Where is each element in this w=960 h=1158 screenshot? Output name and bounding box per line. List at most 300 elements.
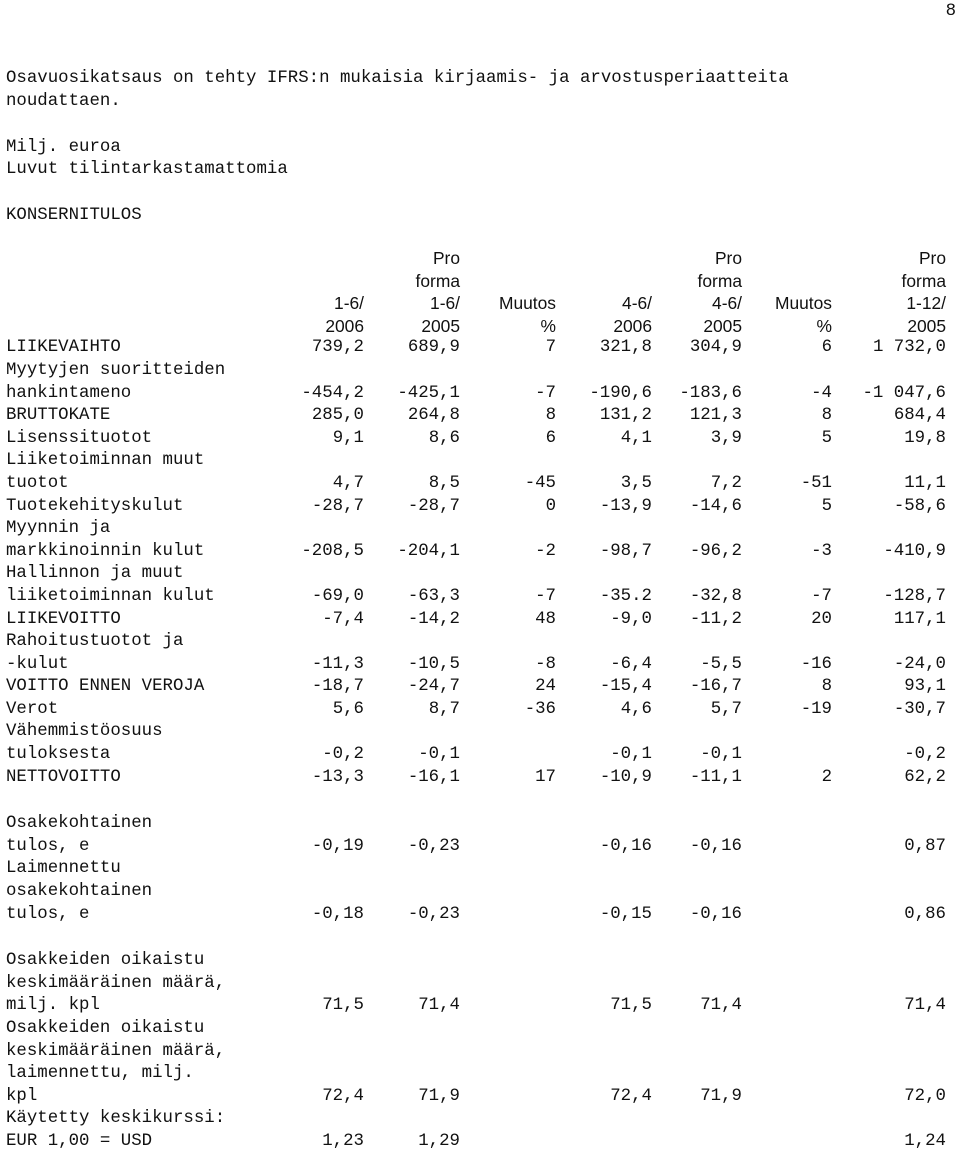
value-cell: 71,4 — [904, 996, 946, 1016]
value-cell — [742, 563, 832, 586]
value-cell: 117,1 — [893, 609, 946, 629]
value-cell: -35.2 — [599, 586, 652, 606]
row-label: liiketoiminnan kulut — [6, 586, 215, 606]
value-cell: 71,4 — [418, 996, 460, 1016]
intro-text-line-2: noudattaen. — [6, 92, 121, 111]
value-cell — [742, 904, 832, 927]
value-cell — [832, 1018, 946, 1041]
column-header-cell: % — [816, 315, 832, 336]
value-cell — [556, 973, 652, 996]
value-cell: -208,5 — [301, 541, 364, 561]
value-cell: 4,1 — [620, 428, 652, 448]
value-cell: 264,8 — [407, 406, 460, 426]
header-row — [4, 247, 946, 270]
value-cell — [268, 631, 364, 654]
row-label: LIIKEVAIHTO — [6, 338, 121, 358]
audit-note: Luvut tilintarkastamattomia — [6, 160, 288, 179]
value-cell — [268, 813, 364, 836]
value-cell: -7 — [535, 383, 556, 403]
column-header-cell: 1-6/ — [334, 293, 364, 314]
row-label — [4, 926, 268, 950]
value-cell: 20 — [811, 609, 832, 629]
value-cell: 285,0 — [311, 406, 364, 426]
value-cell: -13,3 — [311, 767, 364, 787]
value-cell — [652, 789, 742, 813]
value-cell — [460, 1063, 556, 1086]
value-cell: 1,29 — [418, 1131, 460, 1151]
value-cell — [268, 926, 364, 950]
value-cell: 0 — [545, 496, 556, 516]
table-row — [4, 473, 946, 496]
header-row — [4, 270, 946, 293]
row-label: Laimennettu — [6, 859, 121, 879]
value-cell: -410,9 — [883, 541, 946, 561]
value-cell: 11,1 — [904, 473, 946, 493]
value-cell — [742, 1131, 832, 1154]
value-cell: -45 — [524, 473, 556, 493]
value-cell — [268, 1063, 364, 1086]
value-cell: -98,7 — [599, 541, 652, 561]
value-cell — [742, 950, 832, 973]
value-cell — [364, 1018, 460, 1041]
column-header-cell — [460, 270, 556, 293]
value-cell: -7,4 — [322, 609, 364, 629]
value-cell: 0,86 — [904, 904, 946, 924]
table-row — [4, 586, 946, 609]
value-cell — [268, 721, 364, 744]
row-label: Osakkeiden oikaistu — [6, 1019, 205, 1038]
row-label: Myytyjen suoritteiden — [6, 360, 226, 380]
table-row — [4, 383, 946, 406]
column-header-cell: 2006 — [325, 315, 364, 336]
value-cell — [460, 995, 556, 1018]
value-cell: -425,1 — [397, 383, 460, 403]
value-cell — [652, 950, 742, 973]
value-cell — [460, 744, 556, 767]
table-row — [4, 904, 946, 927]
value-cell — [742, 881, 832, 904]
value-cell — [364, 631, 460, 654]
value-cell — [364, 950, 460, 973]
value-cell: 6 — [821, 338, 832, 358]
column-header-cell — [556, 247, 652, 270]
value-cell — [460, 926, 556, 950]
column-header-cell: % — [540, 315, 556, 336]
value-cell — [268, 858, 364, 881]
column-header-cell: 4-6/ — [622, 293, 652, 314]
column-header-cell: 2005 — [907, 315, 946, 336]
value-cell — [652, 721, 742, 744]
value-cell — [364, 858, 460, 881]
value-cell: -11,3 — [311, 654, 364, 674]
value-cell: -13,9 — [599, 496, 652, 516]
value-cell — [556, 1041, 652, 1064]
value-cell: 1,24 — [904, 1131, 946, 1151]
table-row — [4, 858, 946, 881]
value-cell — [742, 518, 832, 541]
value-cell — [460, 1131, 556, 1154]
value-cell: 684,4 — [893, 406, 946, 426]
value-cell: 3,5 — [620, 473, 652, 493]
row-label: Hallinnon ja muut — [6, 564, 184, 584]
row-label: BRUTTOKATE — [6, 406, 111, 426]
unit-note: Milj. euroa — [6, 138, 121, 157]
value-cell — [460, 973, 556, 996]
value-cell — [556, 789, 652, 813]
value-cell — [832, 950, 946, 973]
value-cell — [742, 995, 832, 1018]
row-label: Tuotekehityskulut — [6, 496, 184, 516]
value-cell: -0,23 — [407, 836, 460, 856]
header-label-cell — [4, 247, 268, 270]
value-cell: 24 — [535, 677, 556, 697]
value-cell — [556, 926, 652, 950]
table-row — [4, 721, 946, 744]
value-cell: -4 — [811, 383, 832, 403]
value-cell — [652, 813, 742, 836]
value-cell — [364, 973, 460, 996]
value-cell: 5,7 — [710, 699, 742, 719]
value-cell — [364, 1041, 460, 1064]
row-label: Liiketoiminnan muut — [6, 451, 205, 471]
value-cell: -6,4 — [610, 654, 652, 674]
value-cell — [742, 360, 832, 383]
value-cell — [652, 926, 742, 950]
value-cell: -18,7 — [311, 677, 364, 697]
value-cell: 8 — [821, 677, 832, 697]
value-cell — [364, 563, 460, 586]
row-label: keskimääräinen määrä, — [6, 973, 226, 993]
value-cell — [556, 1063, 652, 1086]
value-cell — [556, 1131, 652, 1154]
value-cell: 93,1 — [904, 677, 946, 697]
value-cell: -14,6 — [689, 496, 742, 516]
value-cell: 72,0 — [904, 1086, 946, 1106]
value-cell: 739,2 — [311, 338, 364, 358]
table-row — [4, 1018, 946, 1041]
value-cell: -10,9 — [599, 767, 652, 787]
value-cell — [460, 950, 556, 973]
value-cell: -16 — [800, 654, 832, 674]
value-cell — [460, 789, 556, 813]
value-cell — [742, 858, 832, 881]
value-cell — [652, 1041, 742, 1064]
value-cell — [556, 1108, 652, 1131]
value-cell: -14,2 — [407, 609, 460, 629]
value-cell — [556, 881, 652, 904]
value-cell: -0,23 — [407, 904, 460, 924]
value-cell — [832, 813, 946, 836]
value-cell: -0,16 — [599, 836, 652, 856]
value-cell — [742, 1063, 832, 1086]
value-cell — [652, 973, 742, 996]
value-cell — [652, 450, 742, 473]
value-cell: -0,1 — [610, 745, 652, 765]
table-row — [4, 1108, 946, 1131]
value-cell: -204,1 — [397, 541, 460, 561]
value-cell — [742, 926, 832, 950]
value-cell: -28,7 — [311, 496, 364, 516]
table-row — [4, 428, 946, 451]
row-label: laimennettu, milj. — [6, 1064, 194, 1084]
value-cell — [364, 518, 460, 541]
header-row — [4, 315, 946, 338]
row-label: Osakkeiden oikaistu — [6, 951, 205, 971]
value-cell — [652, 1018, 742, 1041]
column-header-cell — [742, 270, 832, 293]
value-cell — [832, 1041, 946, 1064]
value-cell: 321,8 — [599, 338, 652, 358]
value-cell — [742, 789, 832, 813]
value-cell — [556, 518, 652, 541]
value-cell — [268, 1018, 364, 1041]
value-cell: -36 — [524, 699, 556, 719]
row-label: hankintameno — [6, 383, 132, 403]
value-cell — [652, 631, 742, 654]
table-row — [4, 1063, 946, 1086]
value-cell: 8 — [545, 406, 556, 426]
value-cell: -0,1 — [700, 745, 742, 765]
value-cell — [652, 518, 742, 541]
column-header-cell: 1-12/ — [906, 293, 946, 314]
value-cell: 121,3 — [689, 406, 742, 426]
value-cell — [268, 360, 364, 383]
row-label: tuloksesta — [6, 745, 111, 765]
value-cell: 8,5 — [428, 473, 460, 493]
value-cell — [832, 926, 946, 950]
value-cell — [460, 360, 556, 383]
value-cell: -0,1 — [418, 745, 460, 765]
value-cell — [742, 1086, 832, 1109]
value-cell — [652, 1131, 742, 1154]
value-cell — [460, 1041, 556, 1064]
value-cell: 8 — [821, 406, 832, 426]
value-cell: 8,7 — [428, 699, 460, 719]
column-header-cell — [556, 270, 652, 293]
value-cell — [460, 1086, 556, 1109]
value-cell: -0,19 — [311, 836, 364, 856]
value-cell — [742, 450, 832, 473]
value-cell: -454,2 — [301, 383, 364, 403]
value-cell: 71,9 — [700, 1086, 742, 1106]
value-cell: -15,4 — [599, 677, 652, 697]
value-cell: 19,8 — [904, 428, 946, 448]
value-cell — [556, 950, 652, 973]
value-cell: 3,9 — [710, 428, 742, 448]
column-header-cell: forma — [901, 270, 946, 291]
value-cell — [556, 450, 652, 473]
row-label: tulos, e — [6, 904, 90, 924]
header-label-cell — [4, 315, 268, 338]
value-cell — [742, 1018, 832, 1041]
value-cell — [556, 1018, 652, 1041]
row-label: Verot — [6, 699, 59, 719]
table-row — [4, 518, 946, 541]
table-row — [4, 881, 946, 904]
value-cell: -7 — [535, 586, 556, 606]
value-cell: -30,7 — [893, 699, 946, 719]
income-statement-table — [4, 247, 946, 1154]
row-label: keskimääräinen määrä, — [6, 1041, 226, 1061]
section-title: KONSERNITULOS — [6, 206, 142, 225]
value-cell: 9,1 — [332, 428, 364, 448]
value-cell: -9,0 — [610, 609, 652, 629]
value-cell: 2 — [821, 767, 832, 787]
value-cell: 6 — [545, 428, 556, 448]
value-cell — [460, 721, 556, 744]
value-cell: 72,4 — [610, 1086, 652, 1106]
value-cell: -0,16 — [689, 836, 742, 856]
row-label: Käytetty keskikurssi: — [6, 1109, 226, 1129]
row-label: milj. kpl — [6, 996, 100, 1016]
value-cell — [460, 563, 556, 586]
value-cell — [268, 450, 364, 473]
column-header-cell: Pro — [918, 248, 946, 268]
table-row — [4, 337, 946, 360]
value-cell — [460, 904, 556, 927]
value-cell — [460, 881, 556, 904]
value-cell: -11,1 — [689, 767, 742, 787]
row-label: osakekohtainen — [6, 882, 153, 902]
value-cell: -32,8 — [689, 586, 742, 606]
value-cell — [652, 563, 742, 586]
table-row — [4, 405, 946, 428]
row-label: kpl — [6, 1086, 38, 1106]
value-cell — [832, 1063, 946, 1086]
column-header-cell — [460, 247, 556, 270]
value-cell — [832, 789, 946, 813]
value-cell: -2 — [535, 541, 556, 561]
value-cell — [364, 1063, 460, 1086]
value-cell — [832, 450, 946, 473]
value-cell — [460, 518, 556, 541]
value-cell — [652, 858, 742, 881]
value-cell — [460, 858, 556, 881]
table-row — [4, 767, 946, 790]
table-row — [4, 836, 946, 859]
spacer-row — [4, 789, 946, 813]
value-cell — [832, 563, 946, 586]
value-cell: -8 — [535, 654, 556, 674]
value-cell — [268, 563, 364, 586]
header-label-cell — [4, 270, 268, 293]
value-cell — [742, 1041, 832, 1064]
value-cell — [742, 744, 832, 767]
value-cell: -128,7 — [883, 586, 946, 606]
table-row — [4, 541, 946, 564]
value-cell — [652, 360, 742, 383]
row-label: -kulut — [6, 654, 69, 674]
value-cell: 71,5 — [610, 996, 652, 1016]
value-cell: 7 — [545, 338, 556, 358]
value-cell — [460, 450, 556, 473]
column-header-cell: 2006 — [613, 315, 652, 336]
header-row — [4, 292, 946, 315]
value-cell — [556, 360, 652, 383]
table-row — [4, 699, 946, 722]
value-cell: 5 — [821, 496, 832, 516]
table-row — [4, 631, 946, 654]
value-cell: 17 — [535, 767, 556, 787]
value-cell: 7,2 — [710, 473, 742, 493]
value-cell: -1 047,6 — [862, 383, 946, 403]
value-cell — [556, 721, 652, 744]
column-header-cell: 2005 — [703, 315, 742, 336]
column-header-cell: forma — [415, 270, 460, 291]
value-cell: -28,7 — [407, 496, 460, 516]
value-cell — [460, 813, 556, 836]
row-label: Lisenssituotot — [6, 428, 153, 448]
row-label: LIIKEVOITTO — [6, 609, 121, 629]
value-cell — [742, 973, 832, 996]
table-row — [4, 813, 946, 836]
value-cell — [460, 631, 556, 654]
column-header-cell: 2005 — [421, 315, 460, 336]
column-header-cell: Muutos — [774, 293, 832, 314]
table-row — [4, 496, 946, 519]
value-cell: 71,5 — [322, 996, 364, 1016]
column-header-cell: 1-6/ — [430, 293, 460, 314]
value-cell: -183,6 — [679, 383, 742, 403]
value-cell — [268, 789, 364, 813]
value-cell — [460, 1018, 556, 1041]
value-cell: 48 — [535, 609, 556, 629]
value-cell: -16,7 — [689, 677, 742, 697]
value-cell: -96,2 — [689, 541, 742, 561]
value-cell — [556, 813, 652, 836]
value-cell: -16,1 — [407, 767, 460, 787]
value-cell — [652, 1063, 742, 1086]
value-cell — [832, 631, 946, 654]
value-cell — [364, 789, 460, 813]
table-row — [4, 744, 946, 767]
value-cell — [364, 813, 460, 836]
value-cell — [742, 813, 832, 836]
value-cell — [556, 631, 652, 654]
row-label: VOITTO ENNEN VEROJA — [6, 677, 205, 697]
value-cell — [742, 721, 832, 744]
table-row — [4, 609, 946, 632]
value-cell — [268, 518, 364, 541]
value-cell: 131,2 — [599, 406, 652, 426]
value-cell — [832, 973, 946, 996]
value-cell: -69,0 — [311, 586, 364, 606]
value-cell: 5,6 — [332, 699, 364, 719]
value-cell — [742, 1108, 832, 1131]
value-cell: -51 — [800, 473, 832, 493]
value-cell: 72,4 — [322, 1086, 364, 1106]
column-header-cell: Pro — [432, 248, 460, 268]
value-cell: 304,9 — [689, 338, 742, 358]
value-cell: -24,7 — [407, 677, 460, 697]
value-cell — [364, 1108, 460, 1131]
value-cell: -0,2 — [904, 745, 946, 765]
value-cell — [364, 926, 460, 950]
value-cell — [652, 881, 742, 904]
value-cell — [652, 1108, 742, 1131]
value-cell — [268, 881, 364, 904]
value-cell: -7 — [811, 586, 832, 606]
value-cell: 71,9 — [418, 1086, 460, 1106]
value-cell: -0,15 — [599, 904, 652, 924]
column-header-cell: Muutos — [498, 293, 556, 314]
value-cell: 1 732,0 — [872, 338, 946, 358]
intro-text-line-1: Osavuosikatsaus on tehty IFRS:n mukaisia kirjaamis- ja arvostusperiaatteita — [6, 69, 789, 88]
value-cell: -0,18 — [311, 904, 364, 924]
value-cell: -63,3 — [407, 586, 460, 606]
row-label: Vähemmistöosuus — [6, 722, 163, 742]
value-cell: 62,2 — [904, 767, 946, 787]
